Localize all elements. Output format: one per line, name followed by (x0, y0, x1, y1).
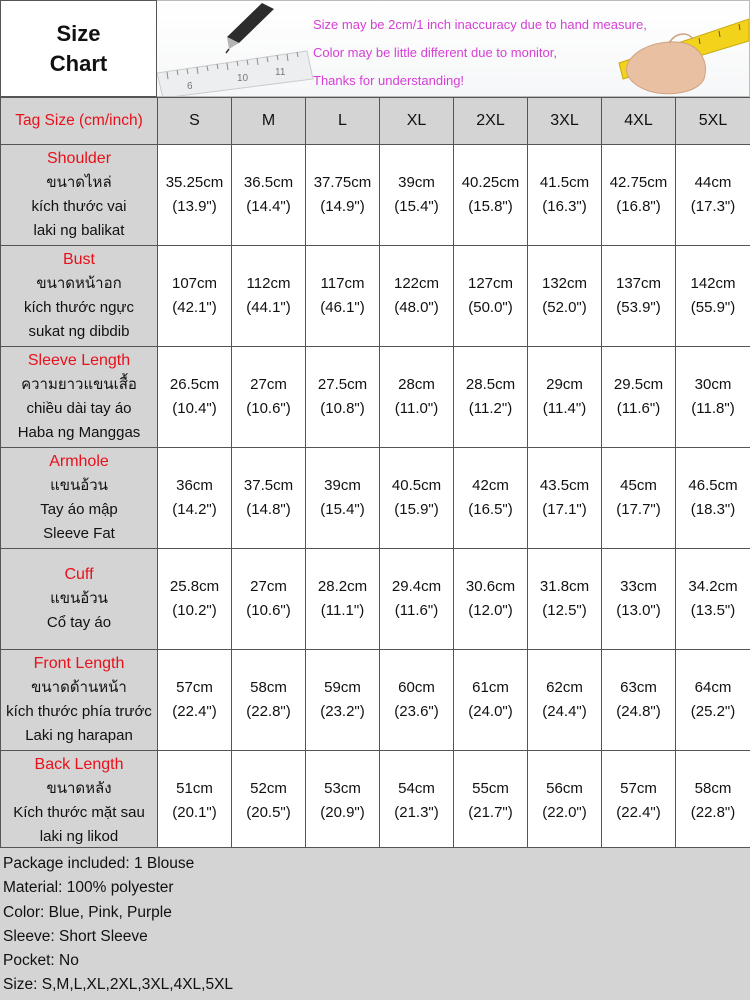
measurement-value-cell (306, 751, 380, 852)
measurement-translation: kích thước vai (31, 198, 127, 215)
value-inch: (12.0") (468, 602, 513, 619)
detail-line: Package included: 1 Blouse (3, 855, 195, 872)
size-chart-title (0, 0, 157, 97)
value-cm: 55cm (472, 780, 509, 797)
measurement-translation: ขนาดไหล่ (46, 174, 112, 191)
value-cm: 117cm (320, 275, 365, 292)
measurement-name: Sleeve Length (27, 352, 131, 369)
size-header-cell: 3XL (528, 98, 602, 145)
measurement-value-cell (602, 246, 676, 347)
value-cm: 27.5cm (317, 376, 368, 393)
size-chart-header (0, 0, 750, 97)
value-inch: (14.9") (320, 198, 365, 215)
value-cm: 59cm (324, 679, 361, 696)
ruler-pen-icon (157, 1, 317, 97)
value-inch: (21.3") (394, 804, 439, 821)
measurement-value-cell (158, 347, 232, 448)
measurement-row (1, 650, 750, 751)
measurement-translation: ขนาดหลัง (46, 780, 112, 797)
measurement-translation: kích thước phía trước (6, 703, 152, 720)
measurement-translation: sukat ng dibdib (28, 323, 130, 340)
value-inch: (18.3") (690, 501, 736, 518)
measurement-value-cell (602, 448, 676, 549)
measurement-translation: Cổ tay áo (46, 614, 112, 631)
detail-line: Sleeve: Short Sleeve (3, 927, 148, 945)
value-inch: (17.3") (690, 198, 736, 215)
value-cm: 58cm (250, 679, 287, 696)
measurement-translation: Tay áo mập (40, 501, 118, 518)
value-inch: (15.4") (320, 501, 365, 518)
value-cm: 53cm (324, 780, 361, 797)
value-inch: (22.8") (690, 804, 736, 821)
measurement-value-cell (380, 246, 454, 347)
measurement-row (1, 549, 750, 650)
size-header-cell: L (306, 98, 380, 145)
measurement-label (1, 246, 158, 347)
measurement-value-cell (380, 145, 454, 246)
disclaimer-line-1: Size may be 2cm/1 inch inaccuracy due to hand measure, (313, 17, 647, 32)
measurement-row (1, 145, 750, 246)
value-inch: (11.2") (468, 400, 513, 417)
ruler-number-1: 6 (187, 81, 193, 92)
value-cm: 31.8cm (539, 578, 590, 595)
value-inch: (11.4") (542, 400, 587, 417)
value-inch: (44.1") (246, 299, 291, 316)
size-table (0, 97, 750, 852)
value-inch: (17.7") (616, 501, 661, 518)
size-header-cell: XL (380, 98, 454, 145)
measurement-value-cell (380, 448, 454, 549)
value-cm: 37.5cm (243, 477, 294, 494)
value-cm: 36cm (176, 477, 213, 494)
value-cm: 39cm (324, 477, 361, 494)
product-details (0, 847, 750, 1000)
measurement-value-cell (676, 650, 750, 751)
measurement-value-cell (454, 751, 528, 852)
measurement-label (1, 549, 158, 650)
value-cm: 63cm (620, 679, 657, 696)
value-inch: (22.0") (542, 804, 587, 821)
measurement-value-cell (602, 751, 676, 852)
value-cm: 27cm (250, 578, 287, 595)
measurement-label (1, 145, 158, 246)
measurement-value-cell (380, 347, 454, 448)
value-inch: (13.9") (172, 198, 217, 215)
value-inch: (48.0") (394, 299, 439, 316)
value-inch: (14.4") (246, 198, 291, 215)
value-inch: (11.8") (691, 400, 735, 417)
value-inch: (16.3") (542, 198, 587, 215)
measurement-translation: chiều dài tay áo (26, 400, 132, 417)
measurement-translation: laki ng likod (39, 828, 119, 845)
value-inch: (13.0") (616, 602, 661, 619)
measurement-value-cell (454, 448, 528, 549)
value-cm: 26.5cm (169, 376, 220, 393)
value-inch: (10.6") (246, 602, 291, 619)
measurement-value-cell (232, 448, 306, 549)
value-cm: 37.75cm (313, 174, 372, 191)
measurement-value-cell (676, 246, 750, 347)
measurement-value-cell (232, 246, 306, 347)
size-header-row (1, 98, 750, 145)
measurement-value-cell (306, 650, 380, 751)
value-cm: 61cm (472, 679, 509, 696)
measurement-value-cell (676, 549, 750, 650)
measurement-name: Shoulder (46, 150, 112, 167)
measurement-translation: ความยาวแขนเสื้อ (21, 376, 137, 393)
measurement-row (1, 347, 750, 448)
value-cm: 29.5cm (613, 376, 664, 393)
value-inch: (10.2") (172, 602, 217, 619)
measurement-name: Cuff (64, 566, 94, 583)
value-inch: (17.1") (542, 501, 587, 518)
value-cm: 41.5cm (539, 174, 590, 191)
value-inch: (22.8") (246, 703, 291, 720)
value-cm: 42cm (472, 477, 509, 494)
measurement-translation: kích thước ngực (24, 299, 134, 316)
measurement-row (1, 751, 750, 852)
value-inch: (14.8") (246, 501, 291, 518)
measurement-translation: laki ng balikat (33, 222, 125, 239)
value-inch: (22.4") (172, 703, 217, 720)
detail-line: Material: 100% polyester (3, 879, 174, 897)
value-cm: 112cm (246, 275, 291, 292)
measurement-value-cell (306, 347, 380, 448)
measurement-row (1, 448, 750, 549)
size-header-cell: 5XL (676, 98, 750, 145)
measurement-value-cell (158, 650, 232, 751)
measurement-name: Armhole (49, 453, 109, 470)
value-inch: (11.1") (320, 602, 365, 619)
value-inch: (46.1") (320, 299, 365, 316)
measurement-value-cell (454, 246, 528, 347)
measurement-translation: แขนอ้วน (50, 590, 108, 607)
value-cm: 54cm (398, 780, 435, 797)
measurement-value-cell (306, 145, 380, 246)
tag-size-header: Tag Size (cm/inch) (1, 98, 158, 145)
value-inch: (12.5") (542, 602, 587, 619)
measurement-value-cell (232, 145, 306, 246)
measurement-value-cell (528, 650, 602, 751)
value-cm: 29.4cm (391, 578, 442, 595)
measurement-value-cell (158, 246, 232, 347)
measurement-value-cell (602, 549, 676, 650)
value-cm: 34.2cm (688, 578, 738, 595)
measurement-translation: Sleeve Fat (43, 525, 115, 542)
disclaimer-line-3: Thanks for understanding! (313, 73, 465, 88)
value-cm: 40.25cm (461, 174, 520, 191)
value-cm: 27cm (250, 376, 287, 393)
title-line-2: Chart (49, 50, 108, 76)
value-inch: (10.8") (320, 400, 365, 417)
value-cm: 29cm (546, 376, 583, 393)
measurement-value-cell (528, 246, 602, 347)
value-cm: 40.5cm (391, 477, 442, 494)
measurement-value-cell (232, 751, 306, 852)
value-cm: 60cm (398, 679, 435, 696)
value-inch: (55.9") (690, 299, 736, 316)
value-cm: 28.5cm (465, 376, 516, 393)
measurement-value-cell (454, 549, 528, 650)
value-cm: 35.25cm (165, 174, 224, 191)
measurement-value-cell (602, 650, 676, 751)
value-inch: (50.0") (468, 299, 513, 316)
measurement-translation: Haba ng Manggas (17, 424, 141, 441)
measurement-value-cell (602, 145, 676, 246)
value-inch: (42.1") (172, 299, 217, 316)
value-inch: (53.9") (616, 299, 661, 316)
ruler-number-2: 10 (237, 73, 249, 84)
value-inch: (15.4") (394, 198, 439, 215)
measurement-value-cell (306, 448, 380, 549)
measurement-value-cell (602, 347, 676, 448)
hand-measuring-tape-icon (609, 1, 749, 97)
measurement-name: Front Length (33, 655, 125, 672)
value-cm: 142cm (690, 275, 736, 292)
title-line-1: Size (56, 20, 101, 46)
value-cm: 64cm (694, 679, 732, 696)
measurement-value-cell (676, 751, 750, 852)
value-cm: 107cm (171, 275, 218, 292)
value-cm: 137cm (615, 275, 662, 292)
measurement-value-cell (454, 650, 528, 751)
measurement-value-cell (454, 145, 528, 246)
measurement-value-cell (676, 145, 750, 246)
value-inch: (11.6") (616, 400, 661, 417)
measurement-name: Back Length (34, 756, 124, 773)
value-inch: (23.6") (394, 703, 439, 720)
value-inch: (52.0") (542, 299, 587, 316)
measurement-value-cell (380, 549, 454, 650)
value-cm: 62cm (546, 679, 583, 696)
value-cm: 43.5cm (539, 477, 590, 494)
value-cm: 28cm (398, 376, 435, 393)
measurement-value-cell (306, 549, 380, 650)
value-cm: 58cm (694, 780, 732, 797)
value-inch: (20.1") (172, 804, 217, 821)
value-inch: (10.4") (172, 400, 217, 417)
measurement-value-cell (232, 347, 306, 448)
value-cm: 44cm (694, 174, 732, 191)
measurement-value-cell (232, 549, 306, 650)
value-cm: 28.2cm (317, 578, 368, 595)
value-cm: 46.5cm (688, 477, 738, 494)
size-header-cell: M (232, 98, 306, 145)
measurement-name: Bust (62, 251, 95, 268)
value-inch: (11.6") (394, 602, 439, 619)
value-cm: 57cm (620, 780, 657, 797)
measurement-value-cell (528, 549, 602, 650)
value-inch: (11.0") (394, 400, 439, 417)
detail-line: Color: Blue, Pink, Purple (3, 903, 172, 921)
detail-line: Pocket: No (3, 952, 79, 970)
measurement-translation: Laki ng harapan (25, 727, 133, 744)
value-inch: (23.2") (320, 703, 365, 720)
value-inch: (20.5") (246, 804, 291, 821)
measurement-value-cell (528, 751, 602, 852)
measurement-value-cell (528, 448, 602, 549)
value-cm: 45cm (620, 477, 657, 494)
value-cm: 56cm (546, 780, 583, 797)
value-inch: (21.7") (468, 804, 513, 821)
size-header-cell: 4XL (602, 98, 676, 145)
value-cm: 52cm (250, 780, 287, 797)
value-inch: (24.8") (616, 703, 661, 720)
value-cm: 42.75cm (609, 174, 668, 191)
ruler-number-3: 11 (275, 67, 286, 78)
value-inch: (20.9") (320, 804, 365, 821)
value-inch: (25.2") (690, 703, 736, 720)
value-cm: 57cm (176, 679, 213, 696)
measurement-row (1, 246, 750, 347)
value-inch: (22.4") (616, 804, 661, 821)
measurement-label (1, 448, 158, 549)
disclaimer-line-2: Color may be little different due to monitor, (313, 45, 557, 60)
value-cm: 33cm (620, 578, 657, 595)
value-inch: (16.8") (616, 198, 661, 215)
measurement-value-cell (158, 448, 232, 549)
value-cm: 127cm (467, 275, 514, 292)
measurement-value-cell (232, 650, 306, 751)
measurement-value-cell (676, 347, 750, 448)
value-cm: 122cm (393, 275, 440, 292)
measurement-value-cell (528, 347, 602, 448)
measurement-value-cell (380, 751, 454, 852)
value-inch: (10.6") (246, 400, 291, 417)
value-cm: 30cm (694, 376, 732, 393)
size-header-cell: S (158, 98, 232, 145)
measurement-translation: ขนาดหน้าอก (36, 275, 122, 292)
measurement-value-cell (158, 549, 232, 650)
size-header-cell: 2XL (454, 98, 528, 145)
value-cm: 30.6cm (465, 578, 516, 595)
disclaimer-banner (157, 0, 750, 97)
value-cm: 39cm (398, 174, 435, 191)
value-cm: 36.5cm (243, 174, 294, 191)
value-inch: (15.9") (394, 501, 439, 518)
measurement-value-cell (676, 448, 750, 549)
value-inch: (24.4") (542, 703, 587, 720)
measurement-value-cell (454, 347, 528, 448)
measurement-value-cell (158, 751, 232, 852)
measurement-value-cell (528, 145, 602, 246)
measurement-translation: ขนาดด้านหน้า (31, 679, 127, 696)
detail-line: Size: S,M,L,XL,2XL,3XL,4XL,5XL (3, 976, 234, 994)
value-cm: 25.8cm (169, 578, 220, 595)
measurement-translation: แขนอ้วน (50, 477, 108, 494)
value-inch: (14.2") (172, 501, 217, 518)
measurement-label (1, 347, 158, 448)
value-cm: 132cm (541, 275, 588, 292)
value-inch: (24.0") (468, 703, 513, 720)
value-inch: (13.5") (690, 602, 736, 619)
measurement-translation: Kích thước mặt sau (13, 804, 145, 821)
measurement-label (1, 751, 158, 852)
measurement-value-cell (158, 145, 232, 246)
measurement-label (1, 650, 158, 751)
value-inch: (16.5") (468, 501, 513, 518)
measurement-value-cell (380, 650, 454, 751)
value-inch: (15.8") (468, 198, 513, 215)
value-cm: 51cm (176, 780, 213, 797)
measurement-value-cell (306, 246, 380, 347)
